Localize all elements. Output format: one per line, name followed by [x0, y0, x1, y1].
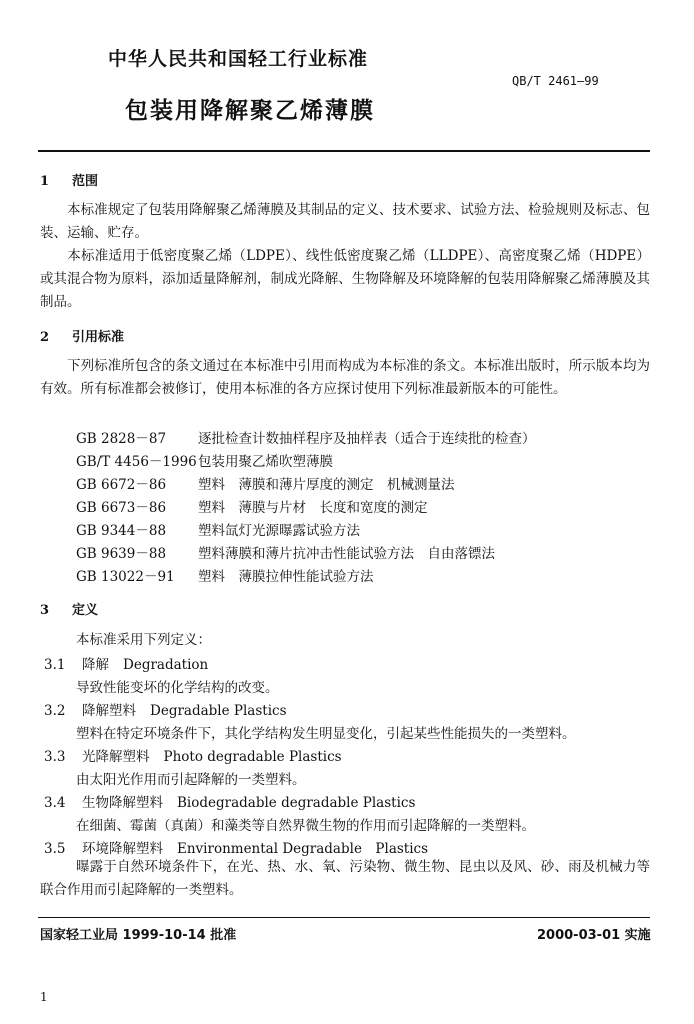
definition-term — [44, 791, 415, 811]
term-chinese: 降解 — [82, 657, 109, 673]
term-chinese: 光降解塑料 — [82, 749, 150, 765]
section-1-heading — [40, 170, 98, 189]
paragraph-text: 本标准适用于低密度聚乙烯（LDPE）、线性低密度聚乙烯（LLDPE）、高密度聚乙烯（HDPE）或其混合物为原料，添加适量降解剂，制成光降解、生物降解及环境降解的包装用降解聚乙烯薄膜及其制品。 — [40, 248, 650, 310]
term-english: Environmental Degradable Plastics — [177, 841, 429, 857]
reference-title: 塑料 薄膜拉伸性能试验方法 — [198, 569, 374, 585]
paragraph-text: 本标准规定了包装用降解聚乙烯薄膜及其制品的定义、技术要求、试验方法、检验规则及标志、包装、运输、贮存。 — [40, 202, 650, 241]
definition-term — [44, 837, 428, 857]
reference-title: 塑料 薄膜和薄片厚度的测定 机械测量法 — [198, 477, 455, 493]
term-english: Photo degradable Plastics — [163, 749, 342, 765]
paragraph-text: 曝露于自然环境条件下，在光、热、水、氧、污染物、微生物、昆虫以及风、砂、雨及机械力等联合作用而引起降解的一类塑料。 — [40, 859, 650, 898]
approval-date: 国家轻工业局 1999-10-14 批准 — [40, 928, 237, 943]
section-2-heading — [40, 326, 124, 345]
section-number: 3 — [40, 603, 50, 618]
reference-code: GB 9639－88 — [76, 546, 167, 562]
definition-number: 3.2 — [44, 703, 66, 719]
term-english: Degradable Plastics — [150, 703, 287, 719]
reference-code: GB 13022－91 — [76, 569, 175, 585]
reference-item — [76, 496, 428, 516]
reference-item — [76, 427, 536, 447]
page-number: 1 — [40, 990, 48, 1004]
definition-text — [40, 856, 650, 902]
definition-number: 3.1 — [44, 657, 66, 673]
term-english: Degradation — [123, 657, 209, 673]
term-chinese: 环境降解塑料 — [82, 841, 163, 857]
definition-term — [44, 699, 287, 719]
section-title: 引用标准 — [72, 330, 125, 345]
term-english: Biodegradable degradable Plastics — [177, 795, 416, 811]
reference-code: GB 2828－87 — [76, 431, 167, 447]
definition-term — [44, 745, 342, 765]
section-number: 1 — [40, 174, 50, 189]
issuing-authority: 中华人民共和国轻工行业标准 — [108, 48, 369, 70]
term-chinese: 生物降解塑料 — [82, 795, 163, 811]
header-divider — [38, 150, 650, 152]
definition-number: 3.3 — [44, 749, 66, 765]
reference-title: 塑料 薄膜与片材 长度和宽度的测定 — [198, 500, 428, 516]
section-1-para-1 — [40, 199, 650, 245]
standard-code: QB/T 2461—99 — [512, 74, 599, 88]
reference-item — [76, 473, 455, 493]
definition-text: 由太阳光作用而引起降解的一类塑料。 — [76, 772, 306, 788]
reference-code: GB 9344－88 — [76, 523, 167, 539]
section-3-heading — [40, 599, 98, 618]
definition-number: 3.4 — [44, 795, 66, 811]
document-title: 包装用降解聚乙烯薄膜 — [125, 98, 375, 124]
definition-number: 3.5 — [44, 841, 66, 857]
reference-item — [76, 519, 360, 539]
reference-code: GB 6672－86 — [76, 477, 167, 493]
reference-item — [76, 450, 333, 470]
definition-text: 塑料在特定环境条件下，其化学结构发生明显变化，引起某些性能损失的一类塑料。 — [76, 726, 576, 742]
reference-title: 包装用聚乙烯吹塑薄膜 — [198, 454, 333, 470]
section-2-para — [40, 355, 650, 401]
reference-title: 逐批检查计数抽样程序及抽样表（适合于连续批的检查） — [198, 431, 536, 447]
section-title: 范围 — [72, 174, 99, 189]
definition-text: 在细菌、霉菌（真菌）和藻类等自然界微生物的作用而引起降解的一类塑料。 — [76, 818, 535, 834]
definition-text: 导致性能变坏的化学结构的改变。 — [76, 680, 279, 696]
section-title: 定义 — [72, 603, 99, 618]
reference-code: GB 6673－86 — [76, 500, 167, 516]
term-chinese: 降解塑料 — [82, 703, 136, 719]
section-1-para-2 — [40, 245, 650, 314]
effective-date: 2000-03-01 实施 — [537, 928, 651, 943]
reference-code: GB/T 4456－1996 — [76, 454, 197, 470]
reference-title: 塑料氙灯光源曝露试验方法 — [198, 523, 360, 539]
definition-term — [44, 653, 208, 673]
footer-divider — [38, 917, 650, 918]
reference-item — [76, 542, 495, 562]
reference-item — [76, 565, 374, 585]
paragraph-text: 下列标准所包含的条文通过在本标准中引用而构成为本标准的条文。本标准出版时，所示版本均为有效。所有标准都会被修订，使用本标准的各方应探讨使用下列标准最新版本的可能性。 — [40, 358, 650, 397]
section-number: 2 — [40, 330, 50, 345]
reference-title: 塑料薄膜和薄片抗冲击性能试验方法 自由落镖法 — [198, 546, 495, 562]
section-3-intro: 本标准采用下列定义： — [76, 632, 211, 648]
